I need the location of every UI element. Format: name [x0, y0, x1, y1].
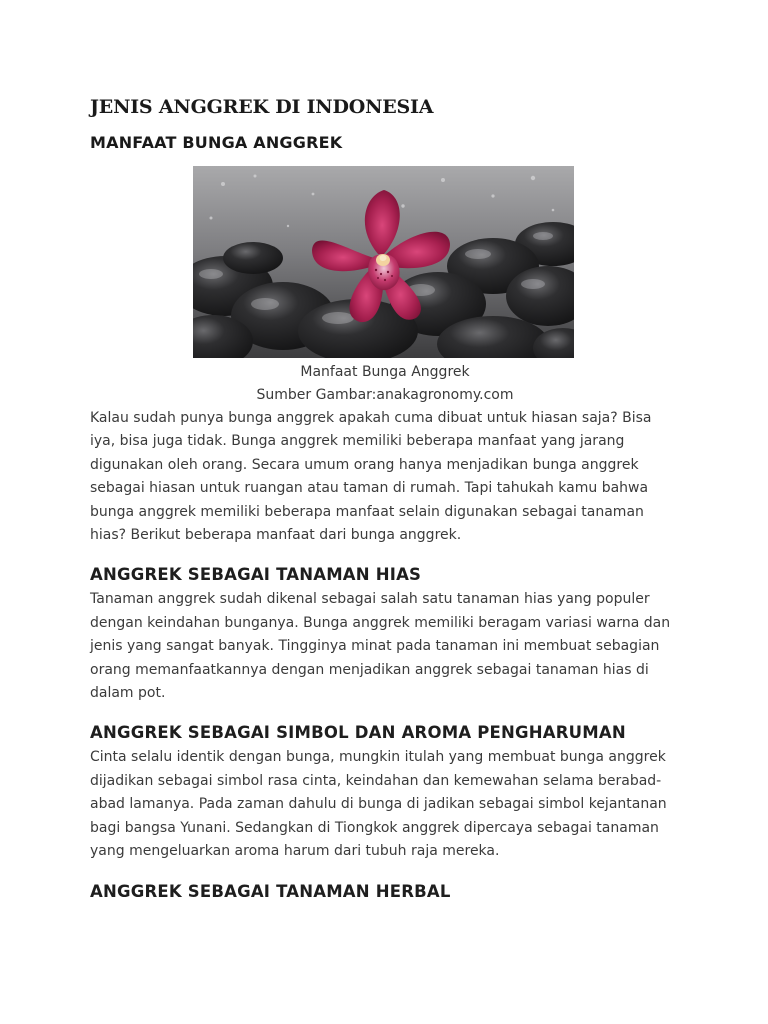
orchid-photo — [193, 166, 574, 358]
figure — [90, 166, 680, 407]
section-body-simbol-aroma: Cinta selalu identik dengan bunga, mungkin itulah yang membuat bunga anggrek dijadikan sebagai simbol rasa cinta, keindahan dan kemewahan selama berabad-abad lamanya. Pada zaman dahulu di bunga di jadikan sebagai simbol kejantanan bagi bangsa Yunani. Sedangkan di Tiongkok anggrek dipercaya sebagai tanaman yang mengeluarkan aroma harum dari tubuh raja mereka. — [90, 749, 667, 860]
section-body-tanaman-hias: Tanaman anggrek sudah dikenal sebagai salah satu tanaman hias yang populer dengan keindahan bunganya. Bunga anggrek memiliki beragam variasi warna dan jenis yang sangat banyak. Tingginya minat pada tanaman ini membuat sebagian orang memanfaatkannya dengan menjadikan anggrek sebagai tanaman hias di dalam pot. — [90, 591, 671, 702]
intro-paragraph: Kalau sudah punya bunga anggrek apakah cuma dibuat untuk hiasan saja? Bisa iya, bisa juga tidak. Bunga anggrek memiliki beberapa manfaat yang jarang digunakan oleh orang. Secara umum orang hanya menjadikan bunga anggrek sebagai hiasan untuk ruangan atau taman di rumah. Tapi tahukah kamu bahwa bunga anggrek memiliki beberapa manfaat selain digunakan sebagai tanaman hias? Berikut beberapa manfaat dari bunga anggrek. — [90, 410, 652, 544]
figure-caption-title: Manfaat Bunga Anggrek — [300, 364, 470, 380]
section-heading-simbol-aroma: ANGGREK SEBAGAI SIMBOL DAN AROMA PENGHARUMAN — [90, 723, 626, 743]
figure-caption-source: Sumber Gambar:anakagronomy.com — [256, 387, 514, 403]
document-title: JENIS ANGGREK DI INDONESIA — [90, 96, 434, 118]
document-page — [90, 92, 680, 905]
document-subtitle: MANFAAT BUNGA ANGGREK — [90, 133, 343, 152]
section-heading-tanaman-hias: ANGGREK SEBAGAI TANAMAN HIAS — [90, 565, 422, 585]
section-heading-tanaman-herbal: ANGGREK SEBAGAI TANAMAN HERBAL — [90, 881, 451, 901]
